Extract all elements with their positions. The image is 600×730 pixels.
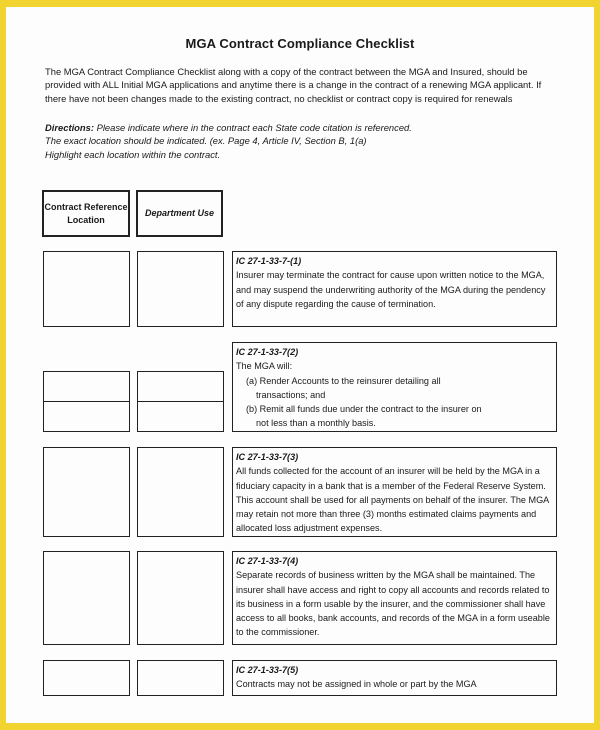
citation-item-a-line-2: transactions; and xyxy=(256,389,326,400)
department-use-field-3[interactable] xyxy=(137,447,224,537)
department-use-field-1[interactable] xyxy=(137,251,224,327)
directions-line-3: Highlight each location within the contract. xyxy=(45,148,221,160)
contract-reference-field-3[interactable] xyxy=(43,447,130,537)
document-page xyxy=(7,7,593,723)
citation-code-2: IC 27-1-33-7(2) xyxy=(236,347,299,357)
citation-code-4: IC 27-1-33-7(4) xyxy=(236,556,299,566)
citation-code-3: IC 27-1-33-7(3) xyxy=(236,452,299,462)
directions-text-1: Please indicate where in the contract each State code citation is referenced. xyxy=(96,122,412,133)
department-use-field-4[interactable] xyxy=(137,551,224,645)
contract-reference-field-1[interactable] xyxy=(43,251,130,327)
department-use-field-2b[interactable] xyxy=(137,401,224,432)
citation-code-5: IC 27-1-33-7(5) xyxy=(236,665,299,675)
contract-reference-field-2b[interactable] xyxy=(43,401,130,432)
citation-item-a-line-1: (a) Render Accounts to the reinsurer detailing all xyxy=(246,375,441,386)
department-use-field-2a[interactable] xyxy=(137,371,224,402)
directions-line-2: The exact location should be indicated. (ex. Page 4, Article IV, Section B, 1(a) xyxy=(45,135,367,147)
document-title: MGA Contract Compliance Checklist xyxy=(185,36,415,51)
contract-reference-field-5[interactable] xyxy=(43,660,130,696)
citation-text-3: All funds collected for the account of an insurer will be held by the MGA in a fiduciary capacity in a bank that is a member of the Federal Reserve System. This account shall be used for all payments on behalf of the insurer. The MGA may retain not more than three (3) months estimated claims payments and allocated loss adjustment expenses. xyxy=(236,466,549,534)
contract-reference-header: Contract Reference Location xyxy=(42,190,130,237)
citation-box-5 xyxy=(232,660,557,696)
citation-box-4 xyxy=(232,551,557,645)
department-use-field-5[interactable] xyxy=(137,660,224,696)
citation-item-b-line-2: not less than a monthly basis. xyxy=(256,418,376,429)
citation-text-4: Separate records of business written by the MGA shall be maintained. The insurer shall have access and right to copy all accounts and records related to its business in a form usable by the insurer, and the commissioner shall have access to all books, bank accounts, and records of the MGA in a form useable to the commissioner. xyxy=(236,570,550,638)
citation-text-1: Insurer may terminate the contract for cause upon written notice to the MGA, and may suspend the underwriting authority of the MGA during the pendency of any dispute regarding the cause of termination. xyxy=(236,270,546,309)
citation-item-b-line-1: (b) Remit all funds due under the contract to the insurer on xyxy=(246,404,482,415)
contract-reference-field-4[interactable] xyxy=(43,551,130,645)
directions-label: Directions: xyxy=(45,122,94,133)
citation-intro-2: The MGA will: xyxy=(236,361,293,372)
department-use-header: Department Use xyxy=(136,190,223,237)
citation-box-3 xyxy=(232,447,557,537)
directions-line-1 xyxy=(45,121,565,134)
citation-text-5: Contracts may not be assigned in whole or part by the MGA xyxy=(236,679,477,690)
intro-paragraph: The MGA Contract Compliance Checklist along with a copy of the contract between the MGA and Insured, should be provided with ALL Initial MGA applications and anytime there is a change in the contract of a renewing MGA applicant. If there have not been changes made to the existing contract, no checklist or contract copy is required for renewals xyxy=(45,66,542,104)
citation-code-1: IC 27-1-33-7-(1) xyxy=(236,256,302,266)
citation-box-2 xyxy=(232,342,557,432)
directions-block xyxy=(45,121,565,161)
citation-box-1 xyxy=(232,251,557,327)
contract-reference-field-2a[interactable] xyxy=(43,371,130,402)
